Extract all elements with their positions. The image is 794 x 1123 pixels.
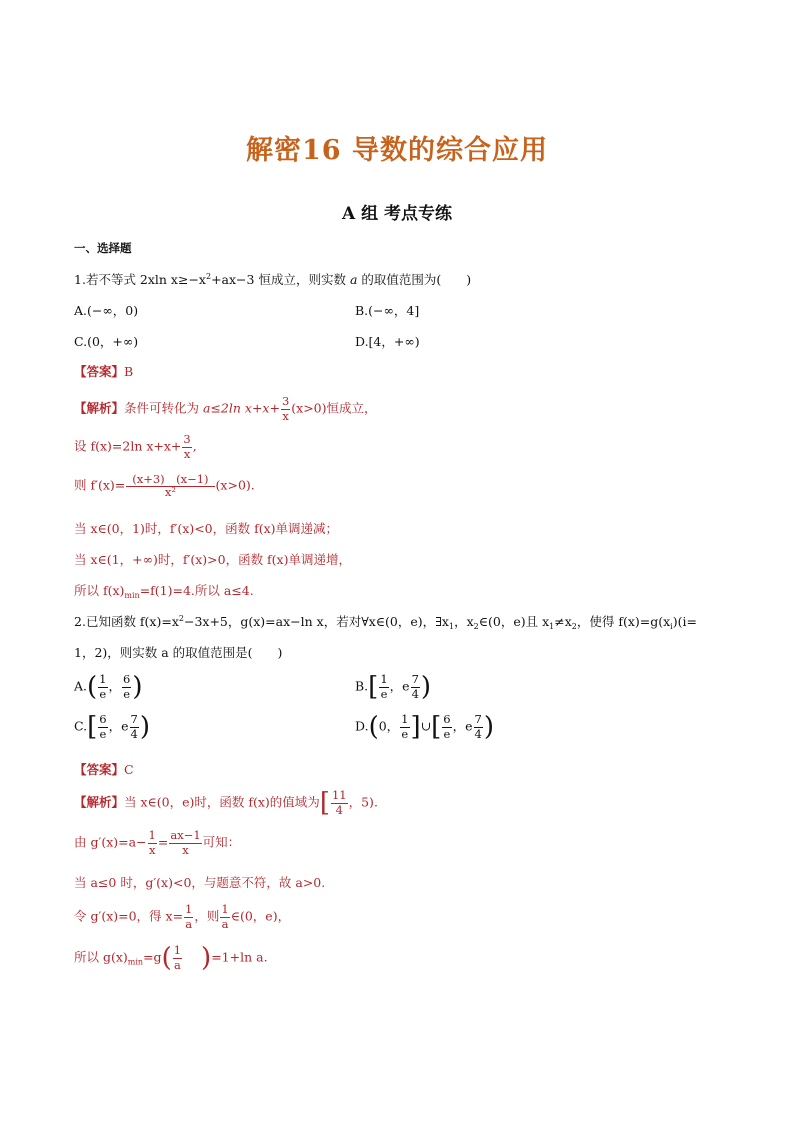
q2-analysis-line-4: 令 g′(x)=0，得 x= $\frac{1}{a}$ ，则 $\frac{1}{a}$ ∈(0，e)， [74,902,291,931]
section-group-title: A 组 考点专练 [341,204,453,224]
q1-option-a: A.(−∞，0) [74,303,139,318]
q2-analysis-line-3: 当 a≤0 时，g′(x)<0，与题意不符，故 a>0. [74,875,326,890]
q1-option-c: C.(0，+∞) [74,334,139,349]
q2-option-d: D.(0， $\frac{1}{e}$ ]∪[ $\frac{6}{e}$ ，e $\frac{7}{4}$ ) [355,712,495,742]
q2-option-b: B.[ $\frac{1}{e}$ ，e $\frac{7}{4}$ ) [355,672,432,702]
q1-analysis-line-1: 【解析】条件可转化为 a≤2ln x+x+ $\frac{3}{x}$ (x>0)恒成立， [74,394,377,423]
page-title: 解密16 导数的综合应用 [246,135,548,166]
q1-analysis-line-2: 设 f(x)=2ln x+x+ $\frac{3}{x}$ , [74,432,197,461]
question-2-stem-line-1: 2.已知函数 $f(x)=x^2-3x+5$，g(x)=ax−ln x，若对∀x∈(0，e)，$\exists x_1$，$x_2\in(0$，e)且 $x_1\ne x_2$，使得 $f(x)=g(x_i)(i=$ [74,614,697,631]
q2-answer: 【答案】C [74,762,134,777]
q1-option-d: D.[4，+∞) [355,334,420,349]
question-2-stem-line-2: 1，2)，则实数 a 的取值范围是( ) [74,645,283,660]
q2-analysis-line-5: 所以 $g(x)_{min}=g$( $\frac{1}{a}$ )=1+ln a. [74,943,268,973]
q1-option-b: B.(−∞，4] [355,303,420,318]
question-1-stem: 1.若不等式 2xln $x\ge-x^2+ax-3$ 恒成立，则实数 a 的取值范围为( ) [74,272,472,287]
q1-answer: 【答案】B [74,364,134,379]
section-heading: 一、选择题 [74,241,132,255]
q1-analysis-line-6: 所以 $f(x)_{min}=f(1)=4$.所以 a≤4. [74,583,254,600]
q1-analysis-line-5: 当 x∈(1，+∞)时，f′(x)>0，函数 f(x)单调递增， [74,552,351,567]
q1-analysis-line-3: 则 f′(x)= $\frac{(x+3) (x-1)}{\text{x²}}$ (x>0). [74,472,255,499]
q2-option-a: A.( $\frac{1}{e}$ ， $\frac{6}{e}$ ) [74,672,143,702]
q2-option-c: C.[ $\frac{6}{e}$ ，e $\frac{7}{4}$ ) [74,712,150,742]
q1-analysis-line-4: 当 x∈(0，1)时，f′(x)<0，函数 f(x)单调递减； [74,521,339,536]
q2-analysis-line-2: 由 g′(x)=a− $\frac{1}{x}$ = $\frac{ax-1}{x}$ 可知： [74,828,241,857]
q2-analysis-line-1: 【解析】当 x∈(0，e)时，函数 f(x)的值域为[ $\frac{11}{4}$ ，5). [74,788,378,818]
